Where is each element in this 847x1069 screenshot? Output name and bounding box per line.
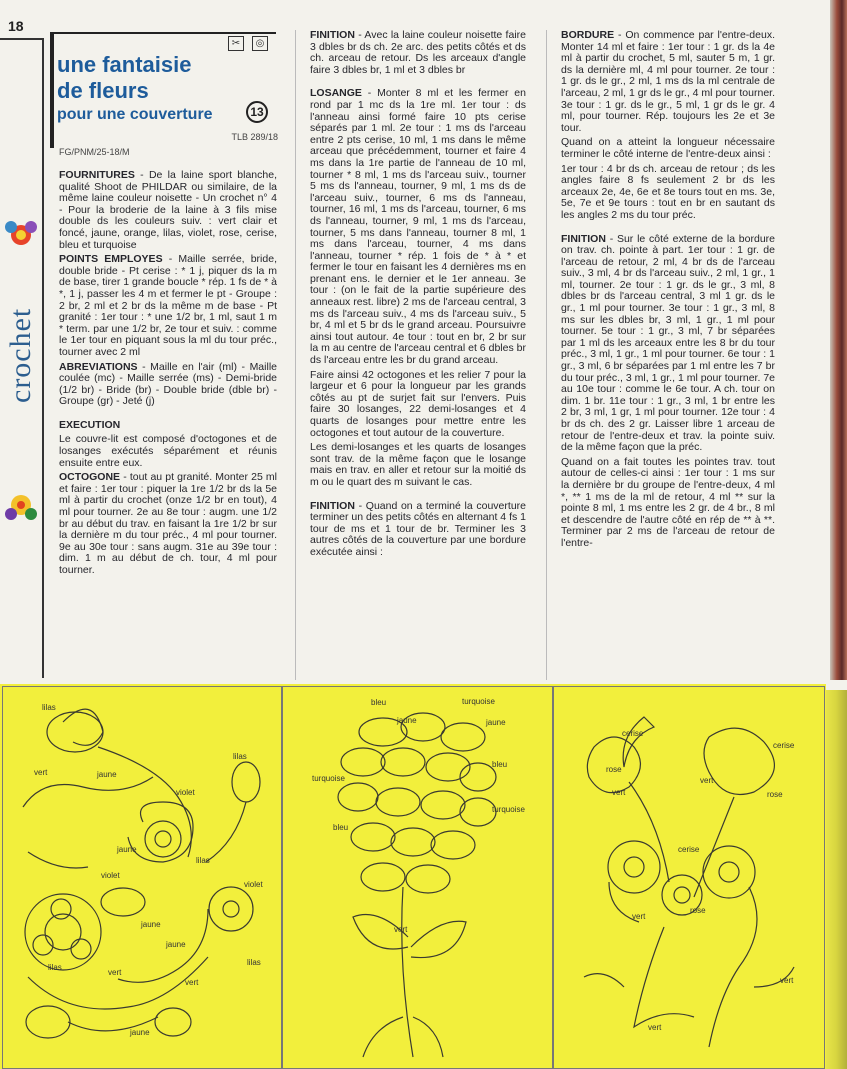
color-label: jaune — [141, 920, 161, 929]
color-label: jaune — [97, 770, 117, 779]
paragraph-text: - Maille serrée, bride, double bride - Pt cerise : * 1 j, piquer ds la m de base, tirer 1 grande boucle * rép. 1 fs de * à *, 1 j, passer les 4 m et fermer le pt - Groupe : 2 br, 2 ml et 2 br ds la même m de base - Pt granité : 1er tour : * une 1/2 br, 1 ml, saut 1 m * term. par une 1/2 br, 2e tour et suiv. : comme le 1er tour en piquant sous la ml du tour préc., tourner avec 2 ml — [59, 253, 277, 358]
column-divider — [546, 30, 547, 680]
section-heading: FOURNITURES — [59, 169, 135, 181]
paragraph-text: - On commence par l'entre-deux. Monter 14 ml et faire : 1er tour : 1 gr. ds la 4e ml à partir du crochet, 5 ml, sauter 5 m, 1 gr. ds la dernière ml, 4 ml pour tourner. 2e tour : 1 gr. ds le gr., 2 ml, 1 ms ds la ml centrale de l'arceau, 2 ml, 1 gr ds le gr., 4 ml pour tourner. 3e tour : 1 gr. ds le gr., 5 ml, 1 gr ds le gr. 4 ml, pour tourner. Rép. toujours les 2e et 3e tour. — [561, 29, 775, 134]
color-label: cerise — [678, 845, 700, 854]
section-label: crochet — [4, 307, 37, 403]
color-label: jaune — [397, 716, 417, 725]
color-label: vert — [648, 1023, 662, 1032]
color-label: vert — [632, 912, 646, 921]
text-column-2 — [310, 30, 526, 562]
pattern-reference: TLB 289/18 — [231, 132, 278, 142]
color-label: jaune — [130, 1028, 150, 1037]
color-label: lilas — [42, 703, 56, 712]
color-label: bleu — [333, 823, 349, 832]
text-column-1 — [59, 170, 277, 580]
color-label: vert — [394, 925, 408, 934]
article-title — [57, 52, 277, 126]
paragraph-text: - Sur le côté externe de la bordure on trav. ch. pointe à part. 1er tour : 1 gr. de l'arceau de retour, 2 ml, 4 br ds de l'arceau suiv., 3 ml, 4 br ds l'arceau suiv., 2 ml, 1 gr., 1 ml, tourner. 2e tour : 1 gr. ds le gr., 3 ml, 8 dbles br ds l'arceau central, 3 ml 1 gr. ds le gr., 1 ml pour tourner. 3e tour : 1 gr., 3 ml, 8 ms sur les dbles br, 3 ml, 1 gr., 1 ml pour tourner. 5e tour : 1 gr., 3 ml, 7 br séparées par 1 ml ds les arceaux entre les 8 br du tour préc., 3 ml, 1 gr., 1 ml pour tourner. 6e tour : 1 gr., 3 ml, 6 br séparées par 1 ml entre les 7 br du tour préc., 3 ml, 1 gr., 1 ml pour tourner. 7e au 10e tour : comme le 6e tour. A ch. tour on dim. 1 br. 11e tour : 1 gr., 3 ml, 1 br entre les 2 br, 3 ml, 1 gr, 1 ml pour tourner. 12e tour : 4 br ds ch. des 2 gr. Laisser libre 1 arceau de retour de l'entre-deux et trav. la pointe suiv. de la même façon que la préc. — [561, 232, 775, 454]
section-heading: BORDURE — [561, 29, 615, 41]
paragraph-text: Quand on a atteint la longueur nécessaire terminer le côté interne de l'entre-deux ainsi : — [561, 136, 775, 160]
embroidery-panel-1 — [2, 686, 282, 1069]
paragraph-text: Le couvre-lit est composé d'octogones et de losanges exécutés séparément et réunis ensuite entre eux. — [59, 433, 277, 469]
instruction-paragraph — [561, 30, 775, 134]
page-number: 18 — [8, 18, 24, 34]
section-heading: ABREVIATIONS — [59, 360, 138, 373]
instruction-paragraph — [59, 170, 277, 251]
instruction-paragraph — [59, 420, 277, 432]
section-heading: FINITION — [310, 29, 355, 41]
embroidery-drawing-1 — [3, 687, 283, 1069]
color-label: lilas — [247, 958, 261, 967]
instruction-paragraph — [59, 254, 277, 358]
adjacent-page-edge — [830, 0, 847, 680]
paragraph-text: - De la laine sport blanche, qualité Shoot de PHILDAR ou similaire, de la même laine couleur noisette - Un crochet n° 4 - Pour la broderie de la laine à 3 fils mise double ds les couleurs suiv. : vert clair et foncé, jaune, orange, lilas, violet, rose, cerise, bleu et turquoise — [59, 169, 277, 251]
title-line-1: une fantaisie — [57, 52, 192, 77]
paragraph-text: - Quand on a terminé la couverture terminer un des petits côtés en alternant 4 fs 1 tour de ms et 1 tour de br. Terminer les 3 autres côtés de la couverture par une bordure exécutée ainsi : — [310, 499, 526, 558]
column-divider — [295, 30, 296, 680]
instruction-paragraph — [59, 434, 277, 469]
section-heading: FINITION — [561, 232, 606, 245]
adjacent-page-edge-yellow — [825, 690, 847, 1069]
page-number-rule — [0, 38, 42, 40]
instruction-paragraph — [310, 30, 526, 76]
paragraph-text: - Avec la laine couleur noisette faire 3 dbles br ds ch. 2e arc. des petits côtés et ds ch. arceau de retour. Ds les arceaux d'angle faire 3 dbles br, 1 ml et 3 dbles br — [310, 29, 526, 76]
paragraph-text: Les demi-losanges et les quarts de losanges sont trav. de la même façon que le losange mais en trav. en aller et retour sur la moitié ds m ou le quart des m suivant le cas. — [310, 441, 526, 488]
color-label: violet — [176, 788, 195, 797]
instruction-paragraph — [561, 164, 775, 222]
instruction-paragraph — [310, 442, 526, 488]
color-label: rose — [767, 790, 783, 799]
instruction-paragraph — [561, 137, 775, 160]
text-column-3 — [561, 30, 775, 553]
color-label: vert — [185, 978, 199, 987]
section-heading: EXECUTION — [59, 418, 121, 431]
pattern-code: FG/PNM/25-18/M — [59, 147, 130, 157]
color-label: turquoise — [312, 774, 345, 783]
color-label: vert — [34, 768, 48, 777]
color-label: cerise — [622, 729, 644, 738]
instruction-paragraph — [59, 362, 277, 408]
instruction-paragraph — [310, 501, 526, 559]
instruction-paragraph — [310, 370, 526, 440]
color-label: jaune — [166, 940, 186, 949]
instruction-paragraph — [561, 234, 775, 454]
instruction-paragraph — [561, 457, 775, 550]
color-label: lilas — [48, 963, 62, 972]
color-label: vert — [108, 968, 122, 977]
instruction-paragraph — [310, 88, 526, 366]
title-line-3: pour une couverture — [57, 106, 213, 123]
color-label: vert — [780, 976, 794, 985]
color-label: violet — [244, 880, 263, 889]
color-label: bleu — [371, 698, 387, 707]
embroidery-panel-2 — [282, 686, 553, 1069]
paragraph-text: Quand on a fait toutes les pointes trav. tout autour de celles-ci ainsi : 1er tour : 1 ms sur la dernière br du groupe de l'entre-deux, 4 ml *, ** 1 ms de la ml de retour, 4 ml ** sur la pointe 8 ml, 1 ms entre les 2 gr. de 4 br., 8 ml et descendre de l'autre côté en rép de ** à **. Terminer par 2 ms de l'arceau de retour de l'entre- — [561, 455, 775, 549]
paragraph-text: Faire ainsi 42 octogones et les relier 7 pour la largeur et 6 pour la longueur par les grands côtés au pt de surjet fait sur l'envers. Puis faire 30 losanges, 22 demi-losanges et 4 quarts de losanges pour mettre entre les octogones et tout autour de la couverture. — [310, 368, 526, 439]
paragraph-text: - Maille en l'air (ml) - Maille coulée (mc) - Maille serrée (ms) - Demi-bride (1/2 br) - Bride (br) - Double bride (dble br) - Groupe (gr) - Jeté (j) — [59, 360, 277, 408]
paragraph-text: 1er tour : 4 br ds ch. arceau de retour ; ds les angles faire 8 fs seulement 2 br ds les arceaux 2e, 4e, 6e et 8e tours tout en ms. 3e, 5e, 7e et 9e tours : tout en br en sautant ds les angles 2 ms du tour préc. — [561, 162, 775, 221]
paragraph-text: - tout au pt granité. Monter 25 ml et faire : 1er tour : piquer la 1re 1/2 br ds la 5e ml à partir du crochet (onze 1/2 br en tout), 4 ml pour tourner. 2e au 8e tour : augm. une 1/2 br au début du trav. en faisant la 1re 1/2 br sur la dernière m du tour préc., 4 ml pour tourner. 9e au 30e tour : sans augm. 31e au 39e tour : dim. 1 m au début de ch. tour, 4 ml pour tourner. — [59, 471, 277, 576]
color-label: rose — [606, 765, 622, 774]
color-label: turquoise — [492, 805, 525, 814]
section-heading: POINTS EMPLOYES — [59, 253, 163, 266]
color-label: bleu — [492, 760, 508, 769]
color-label: rose — [690, 906, 706, 915]
instruction-paragraph — [59, 472, 277, 576]
color-label: jaune — [117, 845, 137, 854]
color-label: turquoise — [462, 697, 495, 706]
section-heading: FINITION — [310, 499, 355, 512]
color-label: jaune — [486, 718, 506, 727]
pattern-icons — [228, 36, 272, 52]
section-heading: LOSANGE — [310, 87, 362, 100]
pattern-number-badge: 13 — [246, 101, 268, 123]
paragraph-text: - Monter 8 ml et les fermer en rond par 1 mc ds la 1re ml. 1er tour : ds l'anneau ainsi formé faire 10 pts cerise séparés par 1 ml. 2e tour : 1 ms ds l'arceau entre 2 pts cerise, 10 ml, 1 ms dans le même arceau que précédemment, tourner et faire 4 ms dans la 1re partie de l'anneau de 10 ml, tourner * 8 ml, 1 ms ds l'arceau suiv., tourner 5 ms ds l'anneau, tourner, 9 ml, 1 ms ds de l'arceau suiv., tourner, 6 ms ds l'anneau, tourner, 16 ml, 1 ms ds l'arceau, tourner, 6 ms ds l'anneau, tourner, 9 ml, 1 ms ds l'arceau, tourner, 5 ms dans l'anneau, tourner 8 ml, 1 ms dans l'arceau, tourner, 4 ms dans l'anneau, tourner * rép. 1 fois de * à * et fermer le tour en faisant les 4 dernières ms en prenant ens. le dernier et le 1er anneau. 3e tour : (on le fait de la partie supérieure des anneaux rest. libre) 2 ms de l'arceau central, 3 ms ds l'arceau suiv., 4 ms ds l'arceau suiv., 5 br, 4 ml et 5 br ds le grand arceau. Poursuivre ainsi tout autour. 4e tour : tout en br, 2 br sur la m au centre de l'arceau central et 6 dbles br ds l'arceau entre les br du grand arceau. — [310, 87, 526, 367]
title-line-2: de fleurs — [57, 78, 149, 103]
color-label: lilas — [196, 856, 210, 865]
color-label: cerise — [773, 741, 795, 750]
margin-rule — [42, 38, 44, 678]
color-label: vert — [612, 788, 626, 797]
color-label: violet — [101, 871, 120, 880]
hook-icon: ✂ — [228, 36, 244, 51]
color-label: lilas — [233, 752, 247, 761]
color-label: vert — [700, 776, 714, 785]
embroidery-drawing-2 — [283, 687, 554, 1069]
target-icon: ◎ — [252, 36, 268, 51]
section-heading: OCTOGONE — [59, 471, 121, 484]
